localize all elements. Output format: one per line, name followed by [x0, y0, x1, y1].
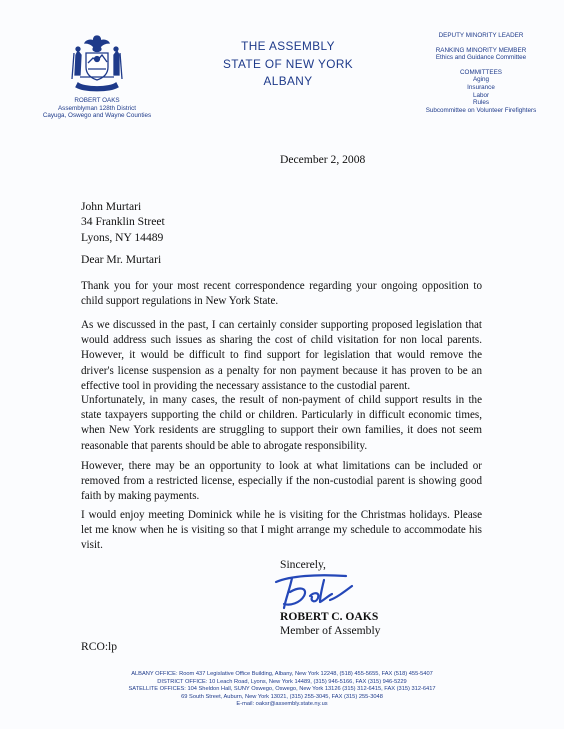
title-line-2: STATE OF NEW YORK: [222, 56, 354, 71]
salutation: Dear Mr. Murtari: [81, 253, 162, 266]
committees-heading: COMMITTEES: [460, 68, 502, 76]
committee-item: Labor: [472, 91, 490, 99]
position-ethics-committee: Ethics and Guidance Committee: [435, 54, 527, 62]
title-line-1: THE ASSEMBLY: [241, 39, 335, 53]
footer-auburn-office: 69 South Street, Auburn, New York 13021, (315) 255-3045, FAX (315) 255-3048: [181, 693, 383, 700]
footer-satellite-office: SATELLITE OFFICES: 104 Sheldon Hall, SUNY Oswego, Oswego, New York 13126 (315) 312-6415, FAX (315) 312-6417: [128, 686, 436, 693]
body-paragraph-5: I would enjoy meeting Dominick while he is visiting for the Christmas holidays. Please let me know when he is visiting so that I might arrange my schedule to accommodate his visit.: [81, 509, 482, 552]
body-paragraph-1: Thank you for your most recent correspondence regarding your ongoing opposition to child support regulations in New York State.: [81, 280, 482, 308]
committee-item: Insurance: [467, 83, 495, 91]
body-paragraph-4: However, there may be an opportunity to look at what limitations can be included or removed from a restricted license, especially if the non-custodial parent is showing good faith by making payments.: [81, 460, 482, 503]
member-district: Assemblyman 128th District: [57, 104, 137, 112]
committee-item: Rules: [472, 99, 490, 107]
new-york-state-seal-icon: [66, 33, 128, 95]
member-name: ROBERT OAKS: [74, 97, 120, 104]
committee-item: Aging: [472, 76, 490, 84]
footer-albany-office: ALBANY OFFICE: Room 437 Legislative Office Building, Albany, New York 12248, (518) 455-5655, FAX (518) 455-5407: [131, 671, 433, 677]
signature-icon: [270, 570, 360, 612]
title-line-3: ALBANY: [263, 74, 313, 89]
position-deputy-leader: DEPUTY MINORITY LEADER: [438, 32, 524, 39]
recipient-name: John Murtari: [81, 200, 142, 213]
letter-date: December 2, 2008: [280, 153, 366, 166]
committee-item: Subcommittee on Volunteer Firefighters: [425, 106, 537, 114]
footer-district-office: DISTRICT OFFICE: 10 Leach Road, Lyons, New York 14489, (315) 946-5166, FAX (315) 946-5229: [157, 678, 407, 685]
body-paragraph-2: As we discussed in the past, I can certainly consider supporting proposed legislation that would address such issues as sharing the cost of child visitation for non local parents. However, it would be difficult to find support for legislation that would remove the driver's license suspension as a penalty for non payment because it has proven to be an effective tool in providing the necessary assistance to the custodial parent.: [81, 319, 482, 392]
footer-email: E-mail: oaksr@assembly.state.ny.us: [236, 701, 328, 708]
signer-name: ROBERT C. OAKS: [280, 610, 379, 623]
body-paragraph-3: Unfortunately, in many cases, the result of non-payment of child support results in the state taxpayers supporting the child or children. Particularly in difficult economic times, when New York residents are struggling to support their own families, it does not seem reasonable that parents should be able to abrogate responsibility.: [81, 394, 482, 452]
recipient-street: 34 Franklin Street: [81, 215, 165, 229]
member-info-block: [22, 97, 172, 120]
office-footer: [90, 671, 474, 709]
member-counties: Cayuga, Oswego and Wayne Counties: [42, 112, 152, 120]
positions-block: [412, 32, 550, 114]
closing: Sincerely,: [280, 558, 326, 571]
recipient-city: Lyons, NY 14489: [81, 230, 164, 244]
recipient-address: [81, 199, 165, 245]
typist-initials: RCO:lp: [81, 640, 118, 653]
position-ranking-member: RANKING MINORITY MEMBER: [435, 46, 527, 54]
signer-title: Member of Assembly: [280, 624, 381, 637]
assembly-title: [200, 38, 376, 91]
